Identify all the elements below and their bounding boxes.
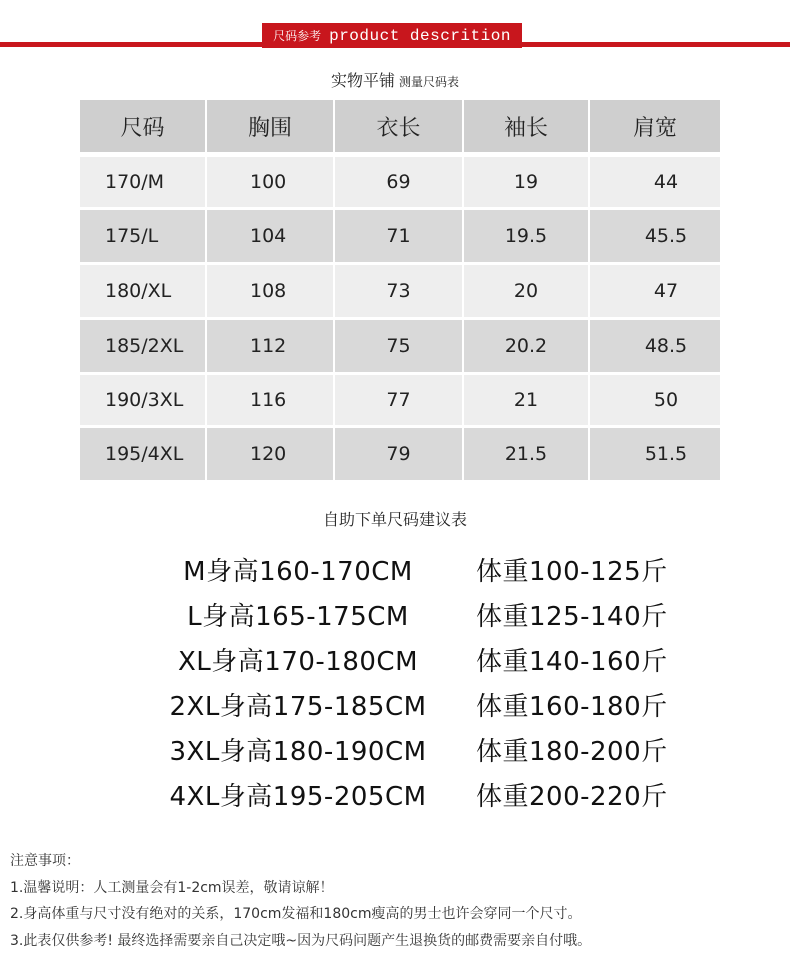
table-header-cell: 衣长 (335, 100, 462, 152)
table-cell-size: 185/2XL (80, 320, 205, 372)
weight-range: 体重160-180斤 (476, 692, 668, 722)
table-cell-sleeve: 21.5 (464, 428, 588, 480)
height-range: L身高165-175CM (187, 602, 409, 632)
table-cell-chest: 108 (207, 265, 333, 317)
height-range: M身高160-170CM (183, 557, 413, 587)
table-cell-sleeve: 21 (464, 375, 588, 425)
table-cell-sleeve: 20.2 (464, 320, 588, 372)
size-table-title-sub: 测量尺码表 (399, 75, 460, 89)
table-cell-chest: 112 (207, 320, 333, 372)
recommend-row (0, 775, 790, 820)
section-header-cn: 尺码参考 (273, 29, 322, 43)
table-cell-length: 69 (335, 157, 462, 207)
table-cell-chest: 104 (207, 210, 333, 262)
size-table (80, 100, 720, 480)
recommend-row (0, 595, 790, 640)
weight-range: 体重200-220斤 (476, 782, 668, 812)
height-range: XL身高170-180CM (177, 647, 419, 677)
note-item: 2.身高体重与尺寸没有绝对的关系，170cm发福和180cm瘦高的男士也许会穿同一个尺寸。 (10, 906, 582, 922)
table-cell-sleeve: 19 (464, 157, 588, 207)
table-cell-size: 170/M (80, 157, 205, 207)
note-item: 3.此表仅供参考! 最终选择需要亲自己决定哦~因为尺码问题产生退换货的邮费需要亲自付哦。 (10, 932, 592, 949)
table-cell-length: 79 (335, 428, 462, 480)
notes-section (10, 848, 780, 954)
table-cell-length: 75 (335, 320, 462, 372)
weight-range: 体重140-160斤 (476, 647, 668, 677)
notes-title: 注意事项： (10, 853, 80, 869)
table-cell-shoulder: 44 (590, 157, 720, 207)
table-cell-shoulder: 47 (590, 265, 720, 317)
table-cell-chest: 120 (207, 428, 333, 480)
recommend-row (0, 685, 790, 730)
table-cell-shoulder: 51.5 (590, 428, 720, 480)
table-header-cell: 胸围 (207, 100, 333, 152)
height-range: 4XL身高195-205CM (169, 782, 427, 812)
table-cell-length: 77 (335, 375, 462, 425)
recommend-title: 自助下单尺码建议表 (322, 510, 467, 529)
section-header-en: product descrition (329, 26, 511, 45)
height-range: 2XL身高175-185CM (169, 692, 427, 722)
section-header-banner (262, 23, 522, 48)
table-cell-shoulder: 48.5 (590, 320, 720, 372)
table-cell-chest: 116 (207, 375, 333, 425)
table-cell-chest: 100 (207, 157, 333, 207)
weight-range: 体重125-140斤 (476, 602, 668, 632)
weight-range: 体重180-200斤 (476, 737, 668, 767)
size-table-title (0, 68, 790, 91)
table-cell-sleeve: 19.5 (464, 210, 588, 262)
table-header-cell: 尺码 (80, 100, 205, 152)
recommend-row (0, 550, 790, 595)
table-cell-sleeve: 20 (464, 265, 588, 317)
table-cell-size: 180/XL (80, 265, 205, 317)
table-header-cell: 袖长 (464, 100, 588, 152)
height-range: 3XL身高180-190CM (169, 737, 427, 767)
table-header-cell: 肩宽 (590, 100, 720, 152)
table-cell-shoulder: 50 (590, 375, 720, 425)
recommend-row (0, 640, 790, 685)
table-cell-size: 195/4XL (80, 428, 205, 480)
recommend-row (0, 730, 790, 775)
table-cell-size: 190/3XL (80, 375, 205, 425)
weight-range: 体重100-125斤 (476, 557, 668, 587)
size-table-title-main: 实物平铺 (330, 71, 395, 90)
table-cell-length: 73 (335, 265, 462, 317)
note-item: 1.温馨说明：人工测量会有1-2cm误差，敬请谅解！ (10, 879, 334, 896)
table-cell-length: 71 (335, 210, 462, 262)
recommend-list (0, 550, 790, 820)
table-cell-size: 175/L (80, 210, 205, 262)
table-cell-shoulder: 45.5 (590, 210, 720, 262)
